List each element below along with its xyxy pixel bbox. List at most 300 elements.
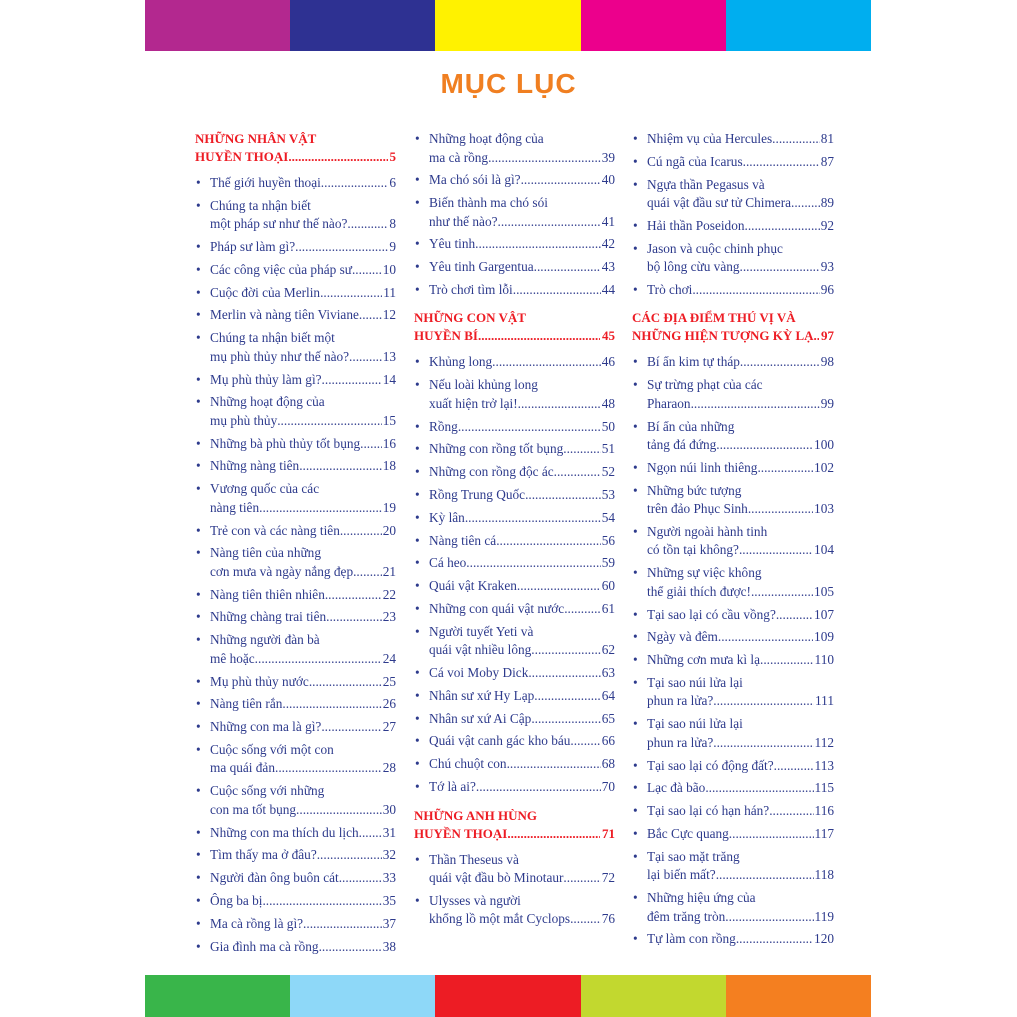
toc-entry	[632, 889, 834, 926]
entry-leader-line	[210, 238, 396, 257]
bottom-color-block	[435, 975, 580, 1017]
toc-entry	[632, 825, 834, 844]
page-number: 87	[820, 153, 834, 169]
top-color-block	[726, 0, 871, 51]
entry-title: • Cá voi Moby Dick	[429, 665, 529, 681]
dot-leader	[321, 174, 389, 193]
entry-title-line: • Những hiệu ứng của	[647, 890, 756, 906]
entry-title: thể giải thích được!	[647, 583, 751, 599]
toc-entry	[632, 217, 834, 236]
entry-leader-line	[210, 586, 396, 605]
dot-leader	[296, 801, 382, 820]
entry-title: • Người đàn ông buôn cát	[210, 870, 339, 886]
entry-title-line: • Sự trừng phạt của các	[647, 377, 763, 393]
toc-entry	[632, 651, 834, 670]
entry-title: nàng tiên	[210, 499, 260, 515]
entry-leader-line	[429, 149, 615, 168]
toc-entry	[414, 892, 615, 929]
toc-entry	[632, 715, 834, 752]
toc-entry	[195, 718, 396, 737]
entry-title-line: • Nếu loài khủng long	[429, 377, 538, 393]
entry-leader-line	[210, 261, 396, 280]
page-number: 52	[601, 464, 615, 480]
page-number: 21	[382, 563, 396, 579]
entry-leader-line	[647, 258, 834, 277]
entry-title: • Ông ba bị	[210, 892, 263, 908]
toc-entry	[632, 564, 834, 601]
dot-leader	[326, 608, 382, 627]
entry-title: lại biến mất?	[647, 867, 716, 883]
dot-leader	[359, 824, 382, 843]
entry-leader-line	[429, 869, 615, 888]
page-number: 103	[814, 501, 834, 517]
dot-leader	[534, 687, 600, 706]
entry-title: • Kỳ lân	[429, 509, 465, 525]
entry-leader-line	[429, 281, 615, 300]
dot-leader	[255, 650, 382, 669]
entry-title: • Tại sao lại có động đất?	[647, 757, 774, 773]
page-number: 18	[382, 458, 396, 474]
toc-entry	[632, 281, 834, 300]
entry-leader-line	[210, 759, 396, 778]
entry-title: • Yêu tinh Gargentua	[429, 259, 534, 275]
entry-title: • Những con ma thích du lịch	[210, 824, 359, 840]
toc-entry	[414, 509, 615, 528]
section-heading	[632, 309, 834, 345]
entry-leader-line	[210, 563, 396, 582]
entry-title-line: • Người ngoài hành tinh	[647, 523, 768, 539]
entry-title: • Những con quái vật nước	[429, 600, 565, 616]
entry-title-line: • Cuộc sống với những	[210, 783, 325, 799]
entry-leader-line	[429, 235, 615, 254]
bottom-color-block	[726, 975, 871, 1017]
page-number: 41	[601, 213, 615, 229]
entry-leader-line	[429, 664, 615, 683]
toc-entry	[414, 732, 615, 751]
toc-entry	[195, 915, 396, 934]
entry-title: • Hải thần Poseidon	[647, 217, 745, 233]
entry-title-line: • Chúng ta nhận biết	[210, 197, 311, 213]
entry-title: • Ngày và đêm	[647, 629, 718, 645]
entry-title: • Những con ma là gì?	[210, 719, 322, 735]
page-number: 44	[601, 281, 615, 297]
dot-leader	[528, 664, 600, 683]
entry-leader-line	[647, 908, 834, 927]
page-number: 76	[601, 911, 615, 927]
entry-title: • Các công việc của pháp sư	[210, 261, 352, 277]
dot-leader	[760, 651, 814, 670]
entry-title: • Lạc đà bão	[647, 780, 706, 796]
dot-leader	[317, 846, 382, 865]
dot-leader	[772, 130, 820, 149]
dot-leader	[563, 440, 600, 459]
page-number: 26	[382, 696, 396, 712]
entry-leader-line	[210, 892, 396, 911]
section-heading	[195, 130, 396, 166]
section-title-line: CÁC ĐỊA ĐIỂM THÚ VỊ VÀ	[632, 310, 796, 326]
entry-leader-line	[429, 687, 615, 706]
entry-title: con ma tốt bụng	[210, 801, 297, 817]
dot-leader	[507, 825, 600, 843]
entry-title: • Những con rồng tốt bụng	[429, 441, 564, 457]
section-title-line: NHỮNG HIỆN TƯỢNG KỲ LẠ	[632, 328, 814, 344]
page-number: 5	[389, 149, 396, 164]
entry-title: • Nhiệm vụ của Hercules	[647, 131, 773, 146]
entry-title: quái vật đầu sư tử Chimera	[647, 195, 792, 211]
entry-title-line: • Nàng tiên của những	[210, 545, 321, 561]
entry-title-line: • Tại sao mặt trăng	[647, 848, 740, 864]
toc-entry	[195, 869, 396, 888]
page-number: 61	[601, 600, 615, 616]
page-number: 24	[382, 650, 396, 666]
section-heading	[414, 807, 615, 843]
page-number: 113	[814, 757, 834, 773]
entry-title: mụ phù thủy như thế nào?	[210, 348, 350, 364]
toc-entry	[414, 418, 615, 437]
toc-entry	[195, 892, 396, 911]
toc-entry	[414, 463, 615, 482]
page-number: 33	[382, 870, 396, 886]
toc-column-2	[414, 130, 615, 933]
toc-entry	[632, 482, 834, 519]
dot-leader	[288, 148, 387, 166]
toc-entry	[195, 197, 396, 234]
entry-leader-line	[429, 258, 615, 277]
page-number: 30	[382, 801, 396, 817]
page-number: 117	[814, 825, 834, 841]
toc-entry	[414, 851, 615, 888]
page-number: 12	[382, 307, 396, 323]
entry-leader-line	[429, 353, 615, 372]
page-number: 31	[382, 824, 396, 840]
page-number: 16	[382, 435, 396, 451]
toc-entry	[195, 306, 396, 325]
page-number: 50	[601, 418, 615, 434]
dot-leader	[325, 586, 382, 605]
entry-title-line: • Thần Theseus và	[429, 851, 519, 867]
entry-leader-line	[647, 353, 834, 372]
entry-title: • Chú chuột con	[429, 756, 507, 772]
entry-title-line: • Những hoạt động của	[210, 394, 325, 410]
entry-leader-line	[647, 459, 834, 478]
entry-leader-line	[210, 608, 396, 627]
entry-title: phun ra lửa?	[647, 734, 714, 750]
entry-title: • Nàng tiên thiên nhiên	[210, 586, 325, 602]
entry-title: • Nhân sư xứ Hy Lạp	[429, 687, 535, 703]
dot-leader	[757, 459, 813, 478]
toc-entry	[632, 418, 834, 455]
entry-leader-line	[647, 500, 834, 519]
entry-leader-line	[647, 606, 834, 625]
entry-leader-line	[210, 522, 396, 541]
dot-leader	[339, 869, 382, 888]
entry-title: • Bắc Cực quang	[647, 825, 729, 841]
top-color-block	[435, 0, 580, 51]
toc-entry	[195, 393, 396, 430]
top-color-bar	[145, 0, 871, 51]
section-title-line: NHỮNG NHÂN VẬT	[195, 131, 317, 146]
bottom-color-block	[581, 975, 726, 1017]
entry-title: • Rồng	[429, 418, 458, 434]
entry-title-line: • Những sự việc không	[647, 565, 762, 581]
entry-leader-line	[429, 600, 615, 619]
entry-title: • Tớ là ai?	[429, 779, 476, 795]
section-title-line: NHỮNG CON VẬT	[414, 310, 526, 326]
top-color-block	[290, 0, 435, 51]
page-number: 51	[601, 441, 615, 457]
entry-title-line: • Những người đàn bà	[210, 632, 320, 648]
toc-entry	[195, 673, 396, 692]
dot-leader	[303, 915, 382, 934]
dot-leader	[360, 435, 382, 454]
page-number: 107	[814, 606, 834, 622]
entry-leader-line	[429, 171, 615, 190]
page-number: 110	[814, 652, 834, 668]
entry-leader-line	[210, 869, 396, 888]
entry-leader-line	[210, 499, 396, 518]
entry-leader-line	[414, 327, 615, 345]
entry-title: • Tại sao lại có hạn hán?	[647, 803, 770, 819]
page-number: 19	[382, 499, 396, 515]
entry-title: trên đảo Phục Sinh	[647, 501, 748, 517]
toc-entry	[195, 371, 396, 390]
page-number: 104	[814, 542, 834, 558]
page-number: 89	[820, 195, 834, 211]
entry-title: • Pháp sư làm gì?	[210, 239, 296, 255]
entry-leader-line	[429, 486, 615, 505]
dot-leader	[692, 281, 819, 300]
entry-title: • Trò chơi	[647, 281, 693, 297]
page-number: 13	[382, 348, 396, 364]
entry-title: quái vật đầu bò Minotaur	[429, 870, 564, 886]
entry-leader-line	[429, 641, 615, 660]
top-color-block	[581, 0, 726, 51]
toc-entry	[195, 608, 396, 627]
entry-leader-line	[210, 457, 396, 476]
page-number: 32	[382, 847, 396, 863]
page-number: 48	[601, 395, 615, 411]
toc-entry	[195, 824, 396, 843]
entry-leader-line	[210, 371, 396, 390]
entry-title: • Ma chó sói là gì?	[429, 172, 521, 188]
entry-title: đêm trăng tròn	[647, 908, 726, 924]
bottom-color-bar	[145, 975, 871, 1017]
dot-leader	[739, 541, 813, 560]
entry-title: • Tìm thấy ma ở đâu?	[210, 847, 317, 863]
toc-entry	[414, 623, 615, 660]
entry-title: • Rồng Trung Quốc	[429, 486, 526, 502]
section-title-line: HUYỀN THOẠI	[414, 825, 508, 841]
dot-leader	[705, 779, 813, 798]
toc-entry	[195, 522, 396, 541]
page-number: 120	[814, 931, 834, 947]
entry-leader-line	[647, 734, 834, 753]
dot-leader	[563, 869, 600, 888]
entry-leader-line	[210, 174, 396, 193]
entry-title: tảng đá đứng	[647, 437, 717, 453]
toc-entry	[414, 710, 615, 729]
entry-leader-line	[429, 213, 615, 232]
page-number: 105	[814, 583, 834, 599]
entry-title: • Khủng long	[429, 354, 493, 370]
page-number: 70	[601, 779, 615, 795]
page-number: 68	[601, 756, 615, 772]
entry-title-line: • Jason và cuộc chinh phục	[647, 240, 783, 256]
toc-entry	[414, 130, 615, 167]
toc-entry	[195, 586, 396, 605]
dot-leader	[713, 692, 814, 711]
dot-leader	[476, 778, 601, 797]
toc-entry	[414, 600, 615, 619]
entry-leader-line	[647, 153, 834, 172]
entry-title: • Merlin và nàng tiên Viviane	[210, 307, 359, 323]
page-number: 118	[814, 867, 834, 883]
entry-title: một pháp sư như thế nào?	[210, 216, 348, 232]
page-number: 93	[820, 259, 834, 275]
page-number: 25	[382, 673, 396, 689]
page-number: 15	[382, 412, 396, 428]
toc-entry	[632, 153, 834, 172]
page-number: 97	[821, 328, 834, 344]
page-number: 9	[389, 239, 396, 255]
toc-column-1	[195, 130, 396, 960]
entry-leader-line	[647, 217, 834, 236]
toc-entry	[195, 435, 396, 454]
entry-title: • Ma cà rồng là gì?	[210, 915, 304, 931]
entry-leader-line	[210, 284, 396, 303]
dot-leader	[277, 412, 381, 431]
page-number: 8	[389, 216, 396, 232]
entry-title-line: • Chúng ta nhận biết một	[210, 330, 335, 346]
page-number: 6	[389, 175, 396, 190]
page-number: 64	[601, 687, 615, 703]
toc-entry	[195, 846, 396, 865]
dot-leader	[745, 217, 820, 236]
page-number: 45	[602, 328, 615, 344]
entry-leader-line	[647, 130, 834, 149]
toc-entry	[414, 440, 615, 459]
page-number: 63	[601, 665, 615, 681]
toc-entry	[195, 938, 396, 957]
page-number: 42	[601, 236, 615, 252]
entry-title: ma cà rồng	[429, 149, 489, 165]
entry-title: • Những con rồng độc ác	[429, 464, 554, 480]
entry-title: • Tự làm con rồng	[647, 931, 736, 947]
entry-title: • Bí ẩn kim tự tháp	[647, 354, 740, 370]
page-number: 28	[382, 760, 396, 776]
entry-title-line: • Vương quốc của các	[210, 481, 320, 497]
dot-leader	[740, 258, 820, 277]
page-number: 60	[601, 578, 615, 594]
entry-title-line: • Biến thành ma chó sói	[429, 195, 548, 211]
dot-leader	[299, 457, 382, 476]
dot-leader	[713, 734, 813, 753]
dot-leader	[262, 892, 381, 911]
page-title: MỤC LỤC	[440, 68, 577, 99]
entry-title-line: • Người tuyết Yeti và	[429, 623, 534, 639]
entry-leader-line	[210, 348, 396, 367]
entry-title: • Nhân sư xứ Ai Cập	[429, 710, 532, 726]
toc-entry	[632, 779, 834, 798]
dot-leader	[518, 395, 601, 414]
dot-leader	[691, 395, 820, 414]
toc-entry	[195, 457, 396, 476]
dot-leader	[466, 554, 600, 573]
dot-leader	[513, 281, 601, 300]
entry-leader-line	[414, 825, 615, 843]
entry-title: Pharaon	[647, 395, 691, 411]
entry-title: xuất hiện trở lại!	[429, 395, 518, 411]
toc-entry	[195, 480, 396, 517]
bottom-color-block	[145, 975, 290, 1017]
dot-leader	[275, 759, 382, 778]
toc-entry	[414, 778, 615, 797]
toc-entry	[632, 674, 834, 711]
entry-title-line: • Ngựa thần Pegasus và	[647, 176, 765, 192]
entry-leader-line	[429, 910, 615, 929]
entry-leader-line	[429, 778, 615, 797]
toc-entry	[195, 238, 396, 257]
entry-leader-line	[429, 509, 615, 528]
toc-entry	[414, 171, 615, 190]
entry-title-line: • Ulysses và người	[429, 892, 521, 908]
page-number: 116	[814, 803, 834, 819]
entry-title: • Quái vật Kraken	[429, 578, 517, 594]
entry-title: quái vật nhiều lông	[429, 642, 532, 658]
dot-leader	[776, 606, 813, 625]
page-number: 109	[814, 629, 834, 645]
toc-entry	[414, 353, 615, 372]
entry-leader-line	[647, 651, 834, 670]
dot-leader	[347, 215, 388, 234]
section-title-line: HUYỀN THOẠI	[195, 149, 289, 164]
dot-leader	[295, 238, 388, 257]
toc-entry	[195, 329, 396, 366]
toc-entry	[195, 631, 396, 668]
page-number: 115	[814, 780, 834, 796]
entry-title: • Yêu tinh	[429, 236, 476, 252]
dot-leader	[570, 732, 600, 751]
page-number: 37	[382, 915, 396, 931]
toc-entry	[195, 261, 396, 280]
entry-leader-line	[210, 846, 396, 865]
page-number: 27	[382, 719, 396, 735]
dot-leader	[521, 171, 601, 190]
entry-leader-line	[210, 435, 396, 454]
entry-leader-line	[210, 412, 396, 431]
page-number: 11	[383, 284, 396, 300]
dot-leader	[716, 866, 814, 885]
entry-title: bộ lông cừu vàng	[647, 259, 740, 275]
page-number: 23	[382, 609, 396, 625]
page-number: 39	[601, 149, 615, 165]
toc-entry	[632, 176, 834, 213]
page-number: 35	[382, 892, 396, 908]
entry-leader-line	[647, 802, 834, 821]
dot-leader	[320, 284, 382, 303]
dot-leader	[564, 600, 601, 619]
dot-leader	[496, 532, 601, 551]
dot-leader	[458, 418, 601, 437]
entry-title: cơn mưa và ngày nắng đẹp	[210, 563, 354, 579]
entry-leader-line	[429, 395, 615, 414]
page-number: 62	[601, 642, 615, 658]
toc-entry	[195, 695, 396, 714]
entry-leader-line	[647, 583, 834, 602]
entry-leader-line	[210, 915, 396, 934]
page-number: 112	[814, 734, 834, 750]
dot-leader	[743, 153, 820, 172]
